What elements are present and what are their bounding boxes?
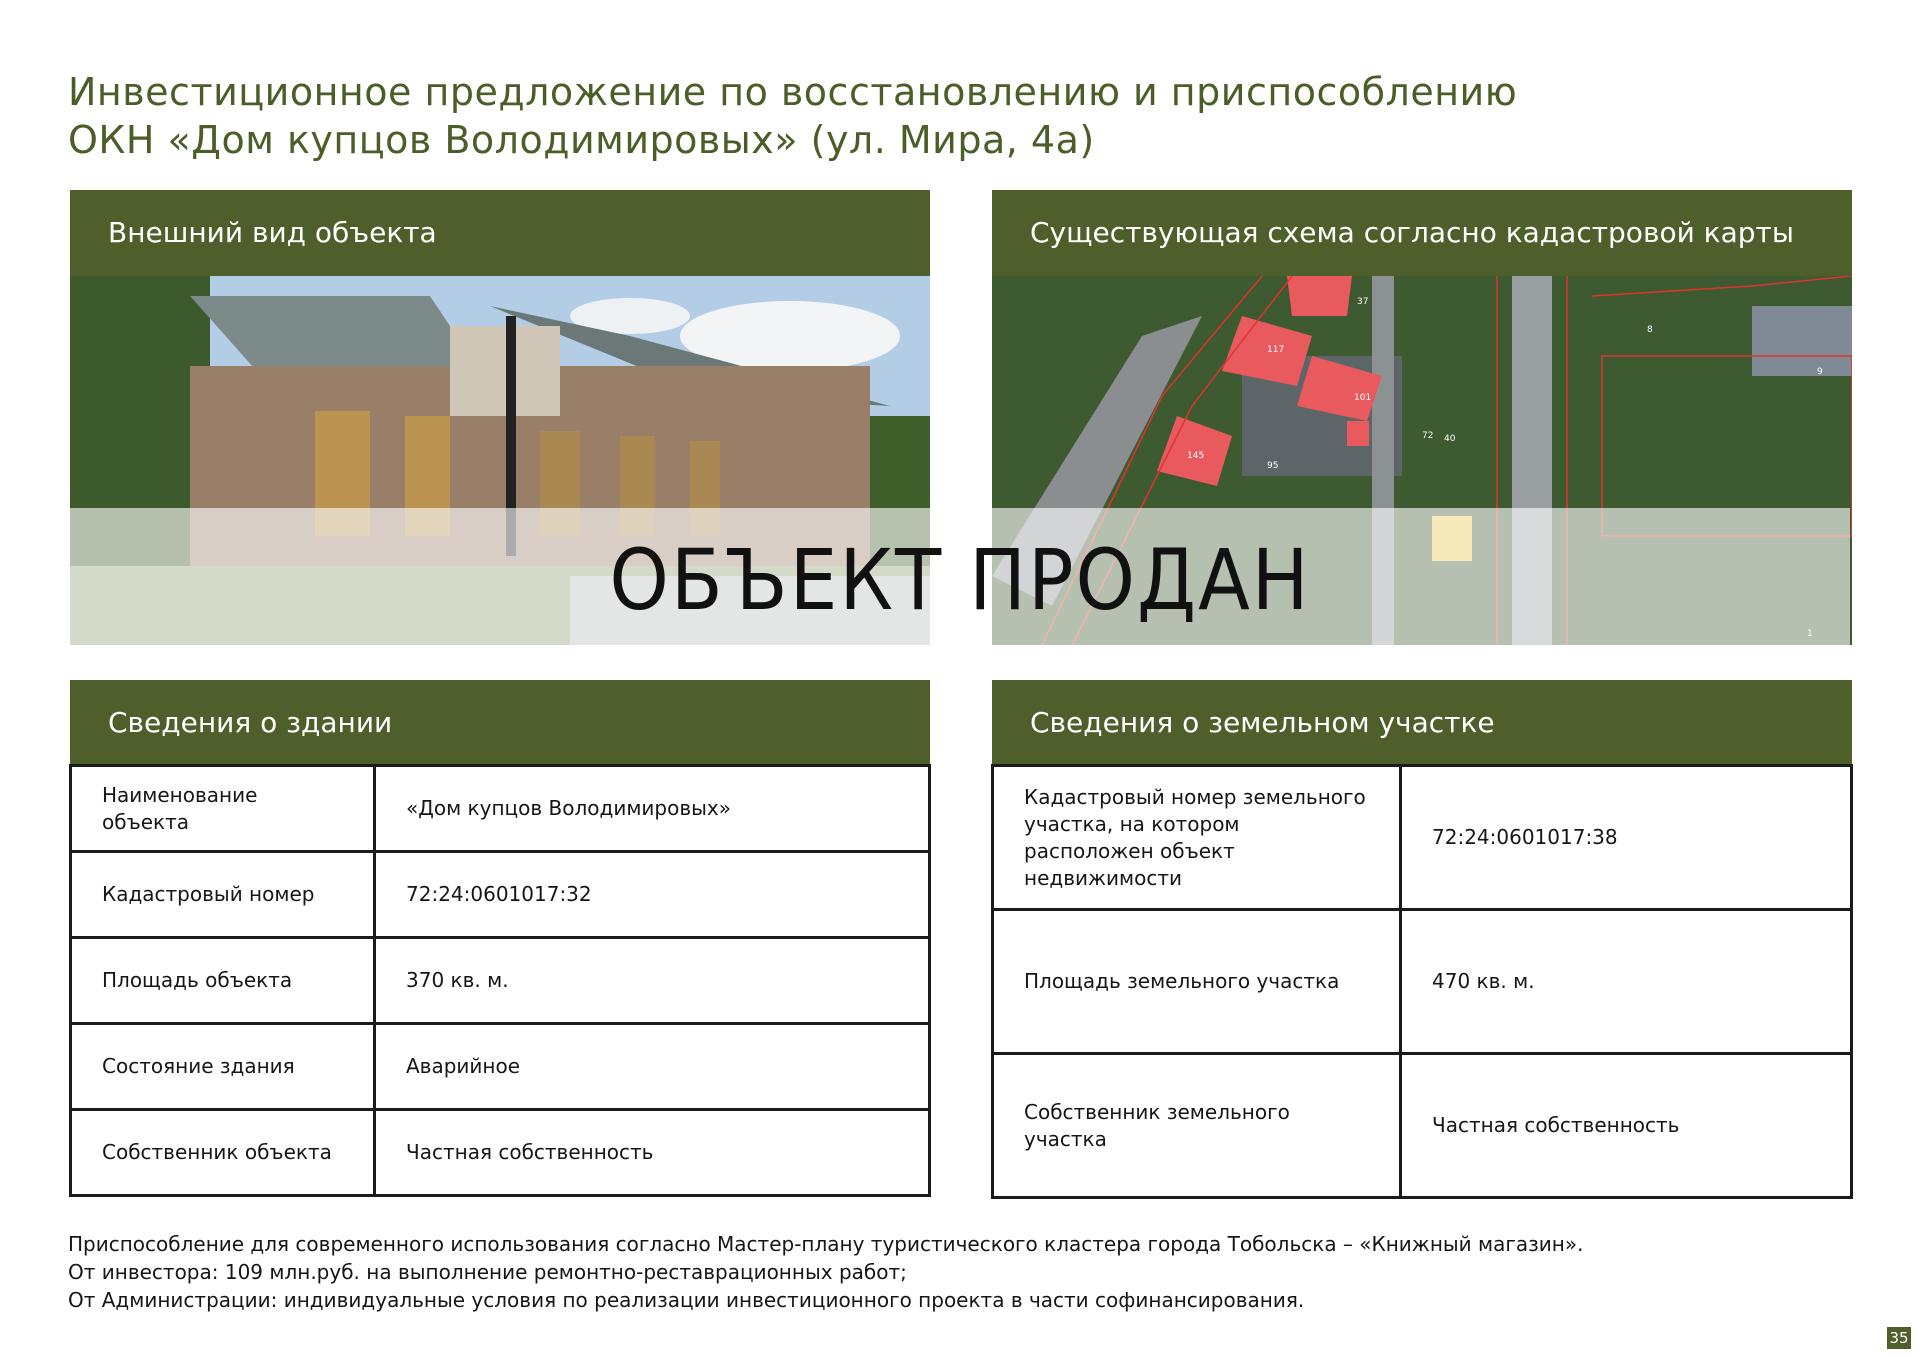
map-label-9: 9 [1817,367,1823,377]
building-value: «Дом купцов Володимировых» [375,766,930,852]
land-info-table [991,764,1853,1199]
building-value: Частная собственность [375,1110,930,1196]
page-title-line-1: Инвестиционное предложение по восстановлению и приспособлению [68,70,1518,114]
table-row [71,1110,930,1196]
building-value: Аварийное [375,1024,930,1110]
land-panel-header [992,680,1852,766]
map-label-6: 72 [1422,431,1434,441]
building-label: Кадастровый номер [71,852,375,938]
map-label-4: 145 [1187,451,1205,461]
land-value: 72:24:0601017:38 [1401,766,1852,910]
building-panel-header [70,680,930,766]
table-row [71,938,930,1024]
land-panel-title: Сведения о земельном участке [1030,706,1495,739]
table-row [993,766,1852,910]
building-label: Состояние здания [71,1024,375,1110]
page-title-line-2: ОКН «Дом купцов Володимировых» (ул. Мира, 4а) [68,118,1095,162]
table-row [993,1054,1852,1198]
land-label: Площадь земельного участка [993,910,1401,1054]
building-value: 370 кв. м. [375,938,930,1024]
map-label-5: 95 [1267,461,1279,471]
map-label-8: 8 [1647,325,1653,335]
building-label: Площадь объекта [71,938,375,1024]
map-label-3: 101 [1354,393,1372,403]
land-label: Собственник земельного участка [993,1054,1401,1198]
table-row [71,1024,930,1110]
map-label-2: 117 [1267,345,1285,355]
cadastral-panel-header [992,190,1852,276]
footer-notes [68,1230,1868,1314]
land-value: 470 кв. м. [1401,910,1852,1054]
table-row [71,766,930,852]
map-label-7: 40 [1444,434,1456,444]
footer-line-1: Приспособление для современного использования согласно Мастер-плану туристического кластера города Тобольска – «Книжный магазин». [68,1232,1584,1256]
footer-line-3: От Администрации: индивидуальные условия по реализации инвестиционного проекта в части софинансирования. [68,1288,1305,1312]
table-row [71,852,930,938]
exterior-panel-title: Внешний вид объекта [108,216,437,249]
sold-banner-text: ОБЪЕКТ ПРОДАН [609,531,1311,629]
building-value: 72:24:0601017:32 [375,852,930,938]
page-number: 35 [1887,1327,1911,1349]
land-label: Кадастровый номер земельного участка, на котором расположен объект недвижимости [993,766,1401,910]
building-info-table [69,764,931,1197]
building-label: Собственник объекта [71,1110,375,1196]
map-label-1: 37 [1357,297,1369,307]
exterior-panel-header [70,190,930,276]
footer-line-2: От инвестора: 109 млн.руб. на выполнение ремонтно-реставрационных работ; [68,1260,907,1284]
page-title [68,68,1768,164]
land-value: Частная собственность [1401,1054,1852,1198]
cadastral-panel-title: Существующая схема согласно кадастровой карты [1030,216,1794,249]
building-label: Наименование объекта [71,766,375,852]
building-panel-title: Сведения о здании [108,706,393,739]
table-row [993,910,1852,1054]
